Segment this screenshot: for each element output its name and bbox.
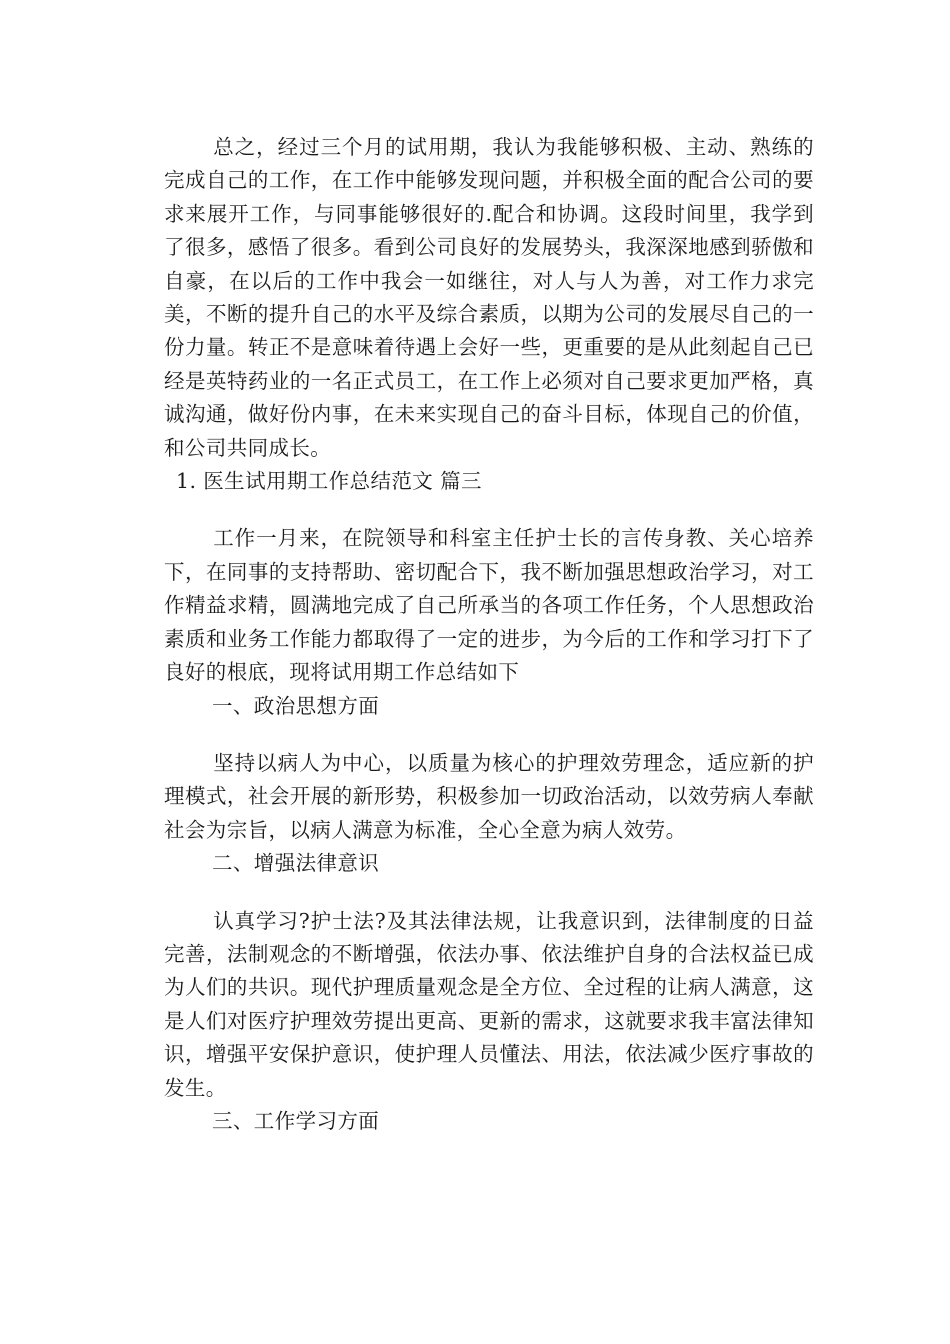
heading-legal-awareness: 二、增强法律意识 [212,851,380,876]
heading-political-thought: 一、政治思想方面 [212,693,380,718]
document-body [164,131,814,1138]
paragraph-political-thought: 坚持以病人为中心，以质量为核心的护理效劳理念，适应新的护理模式，社会开展的新形势，积极参加一切政治活动，以效劳病人奉献社会为宗旨，以病人满意为标准，全心全意为病人效劳。 [164,750,814,842]
heading-work-study: 三、工作学习方面 [212,1108,380,1133]
paragraph-intro: 工作一月来，在院领导和科室主任护士长的言传身教、关心培养下，在同事的支持帮助、密切配合下，我不断加强思想政治学习，对工作精益求精，圆满地完成了自己所承当的各项工作任务，个人思想政治素质和业务工作能力都取得了一定的进步，为今后的工作和学习打下了良好的根底，现将试用期工作总结如下 [164,526,814,685]
paragraph-conclusion: 总之，经过三个月的试用期，我认为我能够积极、主动、熟练的完成自己的工作，在工作中能够发现问题，并积极全面的配合公司的要求来展开工作，与同事能够很好的.配合和协调。这段时间里，我学到了很多，感悟了很多。看到公司良好的发展势头，我深深地感到骄傲和自豪，在以后的工作中我会一如继往，对人与人为善，对工作力求完美，不断的提升自己的水平及综合素质，以期为公司的发展尽自己的一份力量。转正不是意味着待遇上会好一些，更重要的是从此刻起自己已经是英特药业的一名正式员工，在工作上必须对自己要求更加严格，真诚沟通，做好份内事，在未来实现自己的奋斗目标，体现自己的价值，和公司共同成长。 [164,135,814,460]
section-title: 1. 医生试用期工作总结范文 篇三 [176,469,482,494]
paragraph-legal-awareness: 认真学习?护士法?及其法律法规，让我意识到，法律制度的日益完善，法制观念的不断增强，依法办事、依法维护自身的合法权益已成为人们的共识。现代护理质量观念是全方位、全过程的让病人满意，这是人们对医疗护理效劳提出更高、更新的需求，这就要求我丰富法律知识，增强平安保护意识，使护理人员懂法、用法，依法减少医疗事故的发生。 [164,908,814,1100]
